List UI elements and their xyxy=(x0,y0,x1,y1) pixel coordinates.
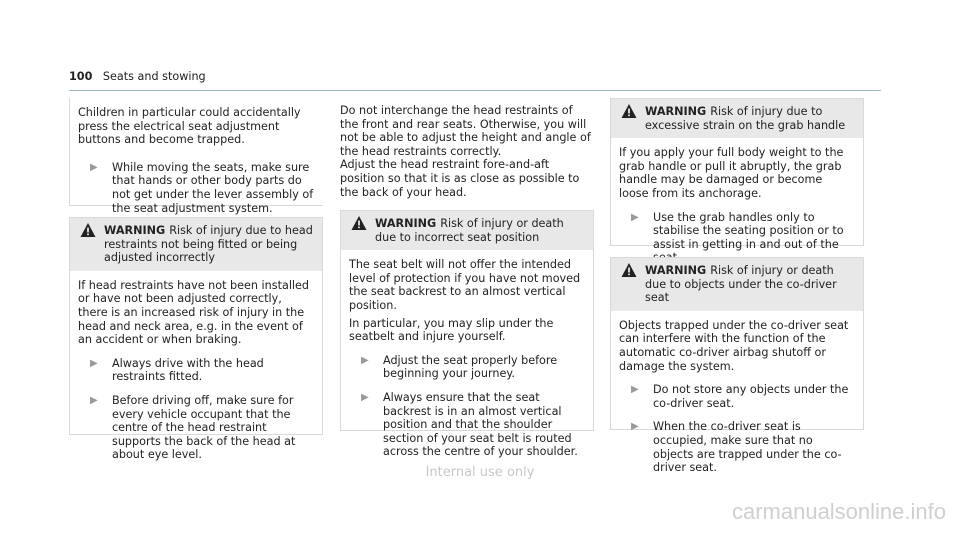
warning-body xyxy=(341,250,593,467)
warning-body xyxy=(611,311,863,483)
paragraph: Adjust the head restraint fore-and-aft position so that it is as close as possible to the back of your head. xyxy=(340,158,580,199)
warning-body xyxy=(70,271,322,470)
warning-box-seat-position xyxy=(340,210,594,459)
intro-box xyxy=(69,98,323,215)
warning-header xyxy=(611,258,863,311)
arrow-icon: ▶ xyxy=(90,357,98,369)
bullet-text: Always ensure that the seat backrest is in an almost vertical position and that the shoulder section of your seat belt is routed across the centre of your shoulder. xyxy=(383,390,578,459)
warning-text: The seat belt will not offer the intended level of protection if you have not moved the seat backrest to an almost vertical position. xyxy=(349,258,581,312)
bullet-text: While moving the seats, make sure that hands or other body parts do not get under the lever assembly of the seat adjustment system. xyxy=(112,160,314,215)
warning-icon xyxy=(621,262,637,278)
internal-use-notice: Internal use only xyxy=(425,465,535,480)
arrow-icon: ▶ xyxy=(631,384,639,396)
warning-header xyxy=(70,218,322,271)
warning-keyword: WARNING xyxy=(645,264,707,277)
warning-keyword: WARNING xyxy=(375,217,437,230)
warning-header xyxy=(611,99,863,138)
warning-text: If head restraints have not been installed or have not been adjusted correctly, there is an increased risk of injury in the head and neck area, e.g. in the event of an accident or when braking. xyxy=(78,278,310,347)
list-item xyxy=(78,357,314,384)
warning-icon xyxy=(621,103,637,119)
arrow-icon: ▶ xyxy=(631,211,639,223)
warning-title: Risk of injury due to head restraints not being fitted or being adjusted incorrectly xyxy=(104,224,313,265)
warning-text: In particular, you may slip under the seatbelt and injure yourself. xyxy=(349,316,554,344)
warning-box-head-restraints xyxy=(69,217,323,462)
bullet-text: Always drive with the head restraints fitted. xyxy=(112,356,264,384)
page-number: 100 xyxy=(69,70,93,83)
arrow-icon: ▶ xyxy=(631,421,639,433)
arrow-icon: ▶ xyxy=(361,354,369,366)
column-2-text xyxy=(340,104,594,199)
bullet-text: Before driving off, make sure for every vehicle occupant that the centre of the head restraint supports the back of the head at about eye level. xyxy=(112,393,296,462)
warning-text: Objects trapped under the co-driver seat can interfere with the function of the automatic co-driver airbag shutoff or damage the system. xyxy=(619,318,849,373)
page-header xyxy=(69,70,881,91)
arrow-icon: ▶ xyxy=(90,161,98,173)
list-item xyxy=(78,394,314,462)
arrow-icon: ▶ xyxy=(90,394,98,406)
paragraph: Do not interchange the head restraints of the front and rear seats. Otherwise, you will not be able to adjust the height and angle of the head restraints correctly. xyxy=(340,104,591,158)
intro-text: Children in particular could accidentally press the electrical seat adjustment buttons and become trapped. xyxy=(78,106,301,147)
warning-text: If you apply your full body weight to the grab handle or pull it abruptly, the grab handle may be damaged or become loose from its anchorage. xyxy=(619,146,844,200)
list-item xyxy=(349,354,585,381)
warning-icon xyxy=(80,222,96,238)
warning-title: Risk of injury or death due to objects under the co-driver seat xyxy=(645,264,837,305)
warning-header xyxy=(341,211,593,250)
list-item xyxy=(349,391,585,459)
bullet-text: Adjust the seat properly before beginning your journey. xyxy=(383,353,558,381)
warning-icon xyxy=(351,215,367,231)
bullet-text: When the co-driver seat is occupied, make sure that no objects are trapped under the co-driver seat. xyxy=(653,420,842,475)
list-item xyxy=(78,161,315,215)
warning-keyword: WARNING xyxy=(645,105,707,118)
bullet-text: Use the grab handles only to stabilise the seating position or to assist in getting in and out of the xyxy=(653,210,844,251)
bullet-text: Do not store any objects under the co-driver seat. xyxy=(653,383,849,410)
list-item xyxy=(619,383,855,410)
arrow-icon: ▶ xyxy=(361,391,369,403)
warning-body xyxy=(611,138,863,273)
warning-box-co-driver-seat xyxy=(610,257,864,475)
warning-box-grab-handle xyxy=(610,98,864,251)
section-title: Seats and stowing xyxy=(102,70,206,83)
warning-title: Risk of injury due to excessive strain on the grab handle xyxy=(645,105,846,132)
warning-keyword: WARNING xyxy=(104,224,166,237)
site-watermark: carmanualsonline.info xyxy=(731,499,946,525)
warning-title: Risk of injury or death due to incorrect seat position xyxy=(375,217,564,244)
